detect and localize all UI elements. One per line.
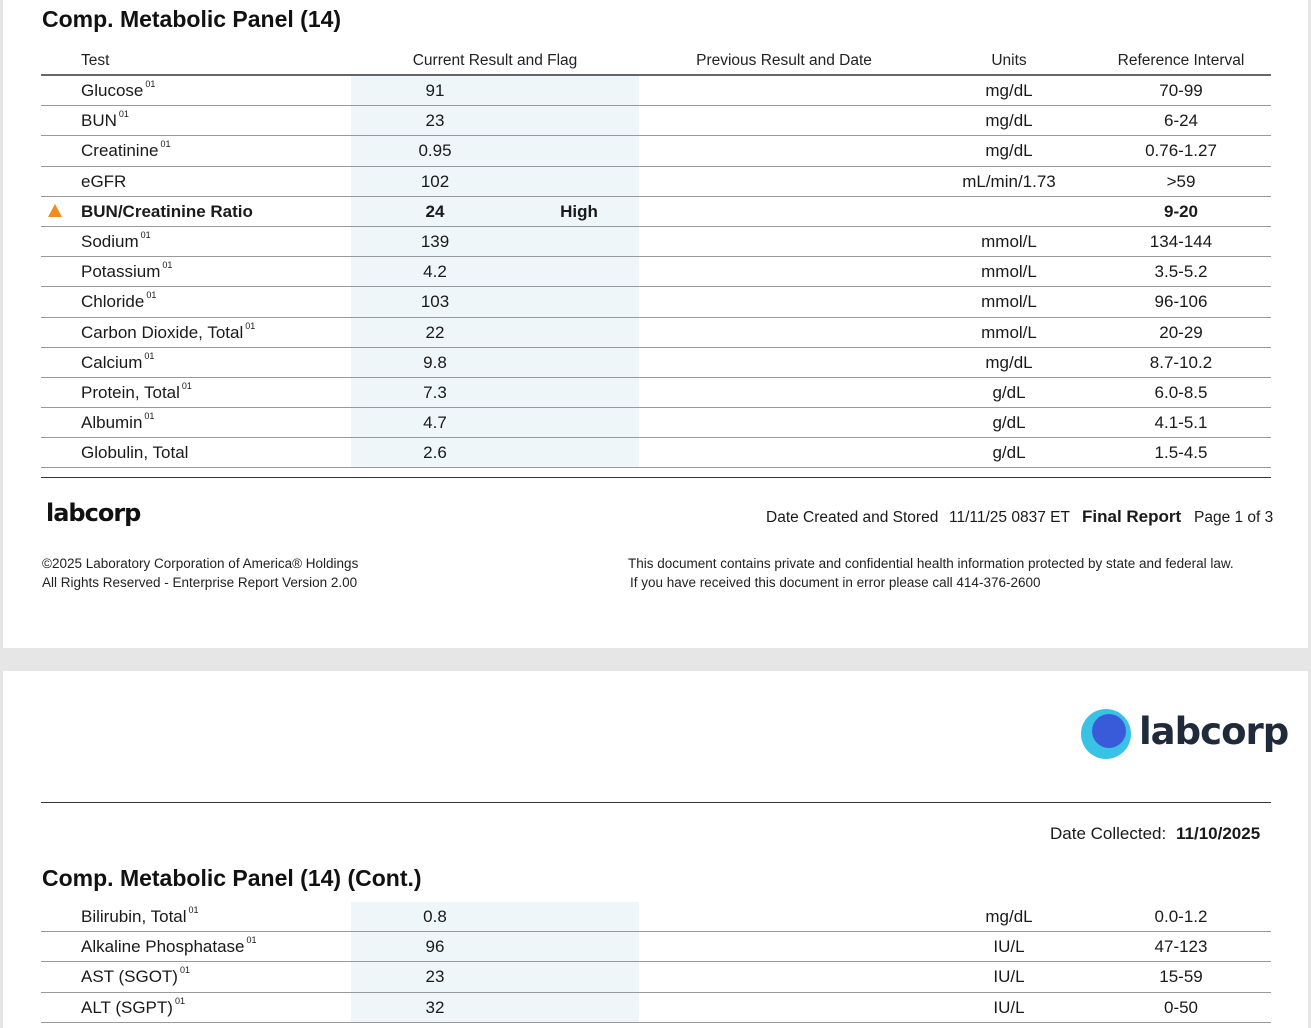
test-name-text: Albumin (81, 413, 143, 433)
table-row (41, 136, 1271, 166)
test-name (81, 320, 256, 343)
footnote-ref: 01 (179, 965, 190, 976)
copyright-line-2: All Rights Reserved - Enterprise Report Version 2.00 (42, 575, 358, 590)
footnote-ref: 01 (144, 350, 155, 361)
units: mmol/L (981, 231, 1037, 251)
table-row (41, 287, 1271, 317)
table-row (41, 167, 1271, 197)
footnote-ref: 01 (181, 380, 192, 391)
date-created-value: 11/11/25 0837 ET (949, 509, 1070, 526)
results-table (41, 76, 1271, 468)
table-row (41, 348, 1271, 378)
test-name (81, 111, 129, 131)
footnote-ref: 01 (160, 139, 171, 150)
units: mmol/L (981, 262, 1037, 282)
header-units: Units (991, 52, 1027, 69)
reference-interval: 4.1-5.1 (1154, 413, 1208, 433)
test-name-text: Sodium (81, 231, 139, 251)
test-name (81, 967, 190, 987)
footnote-ref: 01 (188, 905, 199, 915)
table-row (41, 438, 1271, 468)
units: mg/dL (985, 141, 1033, 161)
footnote-ref: 01 (140, 229, 151, 240)
test-name-text: eGFR (81, 171, 127, 191)
panel-title: Comp. Metabolic Panel (14) (Cont.) (42, 865, 422, 891)
units: mmol/L (981, 292, 1037, 312)
header-reference: Reference Interval (1117, 52, 1245, 69)
footnote-ref: 01 (246, 935, 257, 946)
footnote-ref: 01 (145, 79, 156, 89)
result-value: 102 (420, 171, 450, 191)
reference-interval: 20-29 (1159, 322, 1203, 342)
test-name (81, 141, 171, 161)
units: mg/dL (985, 352, 1033, 372)
privacy-line-1: This document contains private and confidential health information protected by state and federal law. (628, 556, 1234, 571)
header-previous-result: Previous Result and Date (696, 52, 872, 69)
units: mg/dL (985, 81, 1033, 100)
footer-rule (41, 477, 1271, 478)
reference-interval: >59 (1166, 171, 1196, 191)
footnote-ref: 01 (118, 109, 129, 120)
footnote-ref: 01 (162, 260, 173, 271)
table-row (41, 76, 1271, 106)
table-row (41, 106, 1271, 136)
reference-interval: 8.7-10.2 (1149, 352, 1213, 372)
test-name (81, 202, 253, 222)
test-name (81, 229, 151, 252)
reference-interval: 6.0-8.5 (1154, 382, 1208, 402)
table-row (41, 378, 1271, 408)
date-collected-label: Date Collected: (1050, 824, 1167, 843)
copyright-line-1: ©2025 Laboratory Corporation of America® Holdings (42, 556, 359, 571)
result-value: 139 (420, 231, 450, 251)
reference-interval: 0-50 (1163, 997, 1199, 1017)
test-name (81, 81, 155, 101)
test-name (81, 443, 188, 463)
final-report-label: Final Report (1082, 507, 1182, 526)
result-value: 23 (425, 111, 445, 131)
test-name-text: Glucose (81, 81, 144, 100)
privacy-line-2: If you have received this document in error please call 414-376-2600 (630, 575, 1041, 590)
test-name (81, 262, 172, 282)
result-flag: High (560, 201, 598, 221)
units: g/dL (992, 413, 1026, 433)
reference-interval: 134-144 (1149, 231, 1213, 251)
table-row (41, 197, 1271, 227)
units: mL/min/1.73 (962, 171, 1056, 191)
labcorp-logo-text: labcorp (46, 499, 141, 527)
table-row (41, 408, 1271, 438)
table-row (41, 902, 1271, 932)
reference-interval: 1.5-4.5 (1154, 443, 1208, 463)
result-value: 96 (425, 937, 445, 957)
reference-interval: 70-99 (1159, 81, 1203, 100)
test-name-text: ALT (SGPT) (81, 997, 173, 1017)
test-name-text: Potassium (81, 262, 161, 282)
result-value: 4.7 (423, 413, 447, 433)
test-name (81, 172, 126, 192)
panel-title: Comp. Metabolic Panel (14) (42, 6, 342, 32)
header-test: Test (81, 52, 110, 69)
reference-interval: 6-24 (1163, 111, 1199, 131)
test-name (81, 995, 185, 1018)
test-name (81, 380, 192, 403)
result-value: 4.2 (423, 262, 447, 282)
test-name-text: BUN/Creatinine Ratio (81, 201, 253, 221)
result-value: 91 (425, 81, 445, 100)
test-name-text: Creatinine (81, 141, 159, 161)
units: mg/dL (985, 111, 1033, 131)
results-table (41, 902, 1271, 1023)
test-name (81, 350, 155, 373)
test-name-text: Protein, Total (81, 382, 180, 402)
result-value: 23 (425, 967, 445, 987)
test-name-text: Chloride (81, 292, 145, 312)
result-value: 0.8 (423, 907, 447, 926)
table-row (41, 932, 1271, 962)
units: IU/L (993, 967, 1025, 987)
footnote-ref: 01 (146, 290, 157, 301)
units: mmol/L (981, 322, 1037, 342)
reference-interval: 9-20 (1163, 201, 1199, 221)
test-name (81, 292, 156, 312)
reference-interval: 47-123 (1154, 937, 1208, 957)
table-row (41, 962, 1271, 992)
reference-interval: 0.76-1.27 (1145, 141, 1217, 161)
test-name (81, 937, 257, 957)
result-value: 103 (420, 292, 450, 312)
report-page-2 (3, 671, 1308, 1028)
page-number: Page 1 of 3 (1194, 509, 1274, 526)
labcorp-logo-icon (1081, 709, 1133, 761)
test-name (81, 413, 154, 433)
result-value: 24 (425, 201, 445, 221)
test-name-text: Calcium (81, 352, 143, 372)
test-name-text: AST (SGOT) (81, 967, 178, 987)
footnote-ref: 01 (174, 995, 185, 1006)
footnote-ref: 01 (144, 411, 155, 422)
table-row (41, 257, 1271, 287)
units: IU/L (993, 937, 1025, 957)
test-name-text: Globulin, Total (81, 443, 189, 463)
labcorp-logo-text: labcorp (1139, 710, 1289, 753)
reference-interval: 96-106 (1154, 292, 1208, 312)
result-value: 9.8 (423, 352, 447, 372)
units: mg/dL (985, 907, 1033, 926)
table-row (41, 993, 1271, 1023)
test-name-text: BUN (81, 111, 117, 131)
units: g/dL (992, 382, 1026, 402)
result-value: 0.95 (418, 141, 452, 161)
reference-interval: 0.0-1.2 (1154, 907, 1208, 926)
reference-interval: 15-59 (1159, 967, 1203, 987)
header-current-result: Current Result and Flag (412, 52, 578, 69)
reference-interval: 3.5-5.2 (1154, 262, 1208, 282)
result-value: 2.6 (423, 443, 447, 463)
result-value: 7.3 (423, 382, 447, 402)
test-name (81, 907, 199, 927)
report-page-1 (3, 0, 1308, 648)
footnote-ref: 01 (245, 320, 256, 331)
result-value: 32 (425, 997, 445, 1017)
units: IU/L (993, 997, 1025, 1017)
header-rule (41, 802, 1271, 803)
warning-triangle-icon (48, 204, 62, 217)
test-name-text: Alkaline Phosphatase (81, 937, 245, 957)
result-value: 22 (425, 322, 445, 342)
date-created-label: Date Created and Stored (766, 509, 939, 526)
test-name-text: Bilirubin, Total (81, 907, 187, 926)
table-row (41, 318, 1271, 348)
table-row (41, 227, 1271, 257)
units: g/dL (992, 443, 1026, 463)
test-name-text: Carbon Dioxide, Total (81, 322, 244, 342)
date-collected-value: 11/10/2025 (1176, 824, 1261, 843)
